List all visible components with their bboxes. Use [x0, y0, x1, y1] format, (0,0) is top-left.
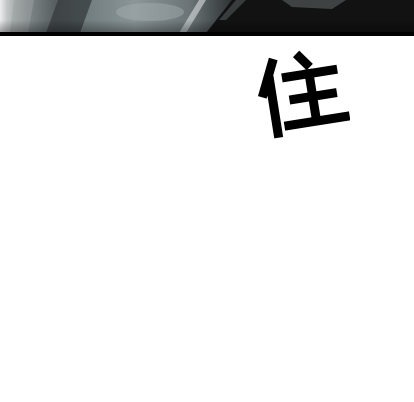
- sound-effect-lettering: [250, 44, 350, 139]
- panel-frame-border: [0, 32, 414, 36]
- artwork-bottom-shade: [0, 20, 414, 33]
- glyph-top-dot: [299, 56, 306, 65]
- glyph-middle-horizontal: [294, 93, 333, 99]
- artwork-highlight: [116, 3, 184, 21]
- previous-panel-artwork: [0, 0, 414, 37]
- glyph-bottom-horizontal: [289, 117, 345, 126]
- glyph-radical-vertical: [270, 81, 278, 133]
